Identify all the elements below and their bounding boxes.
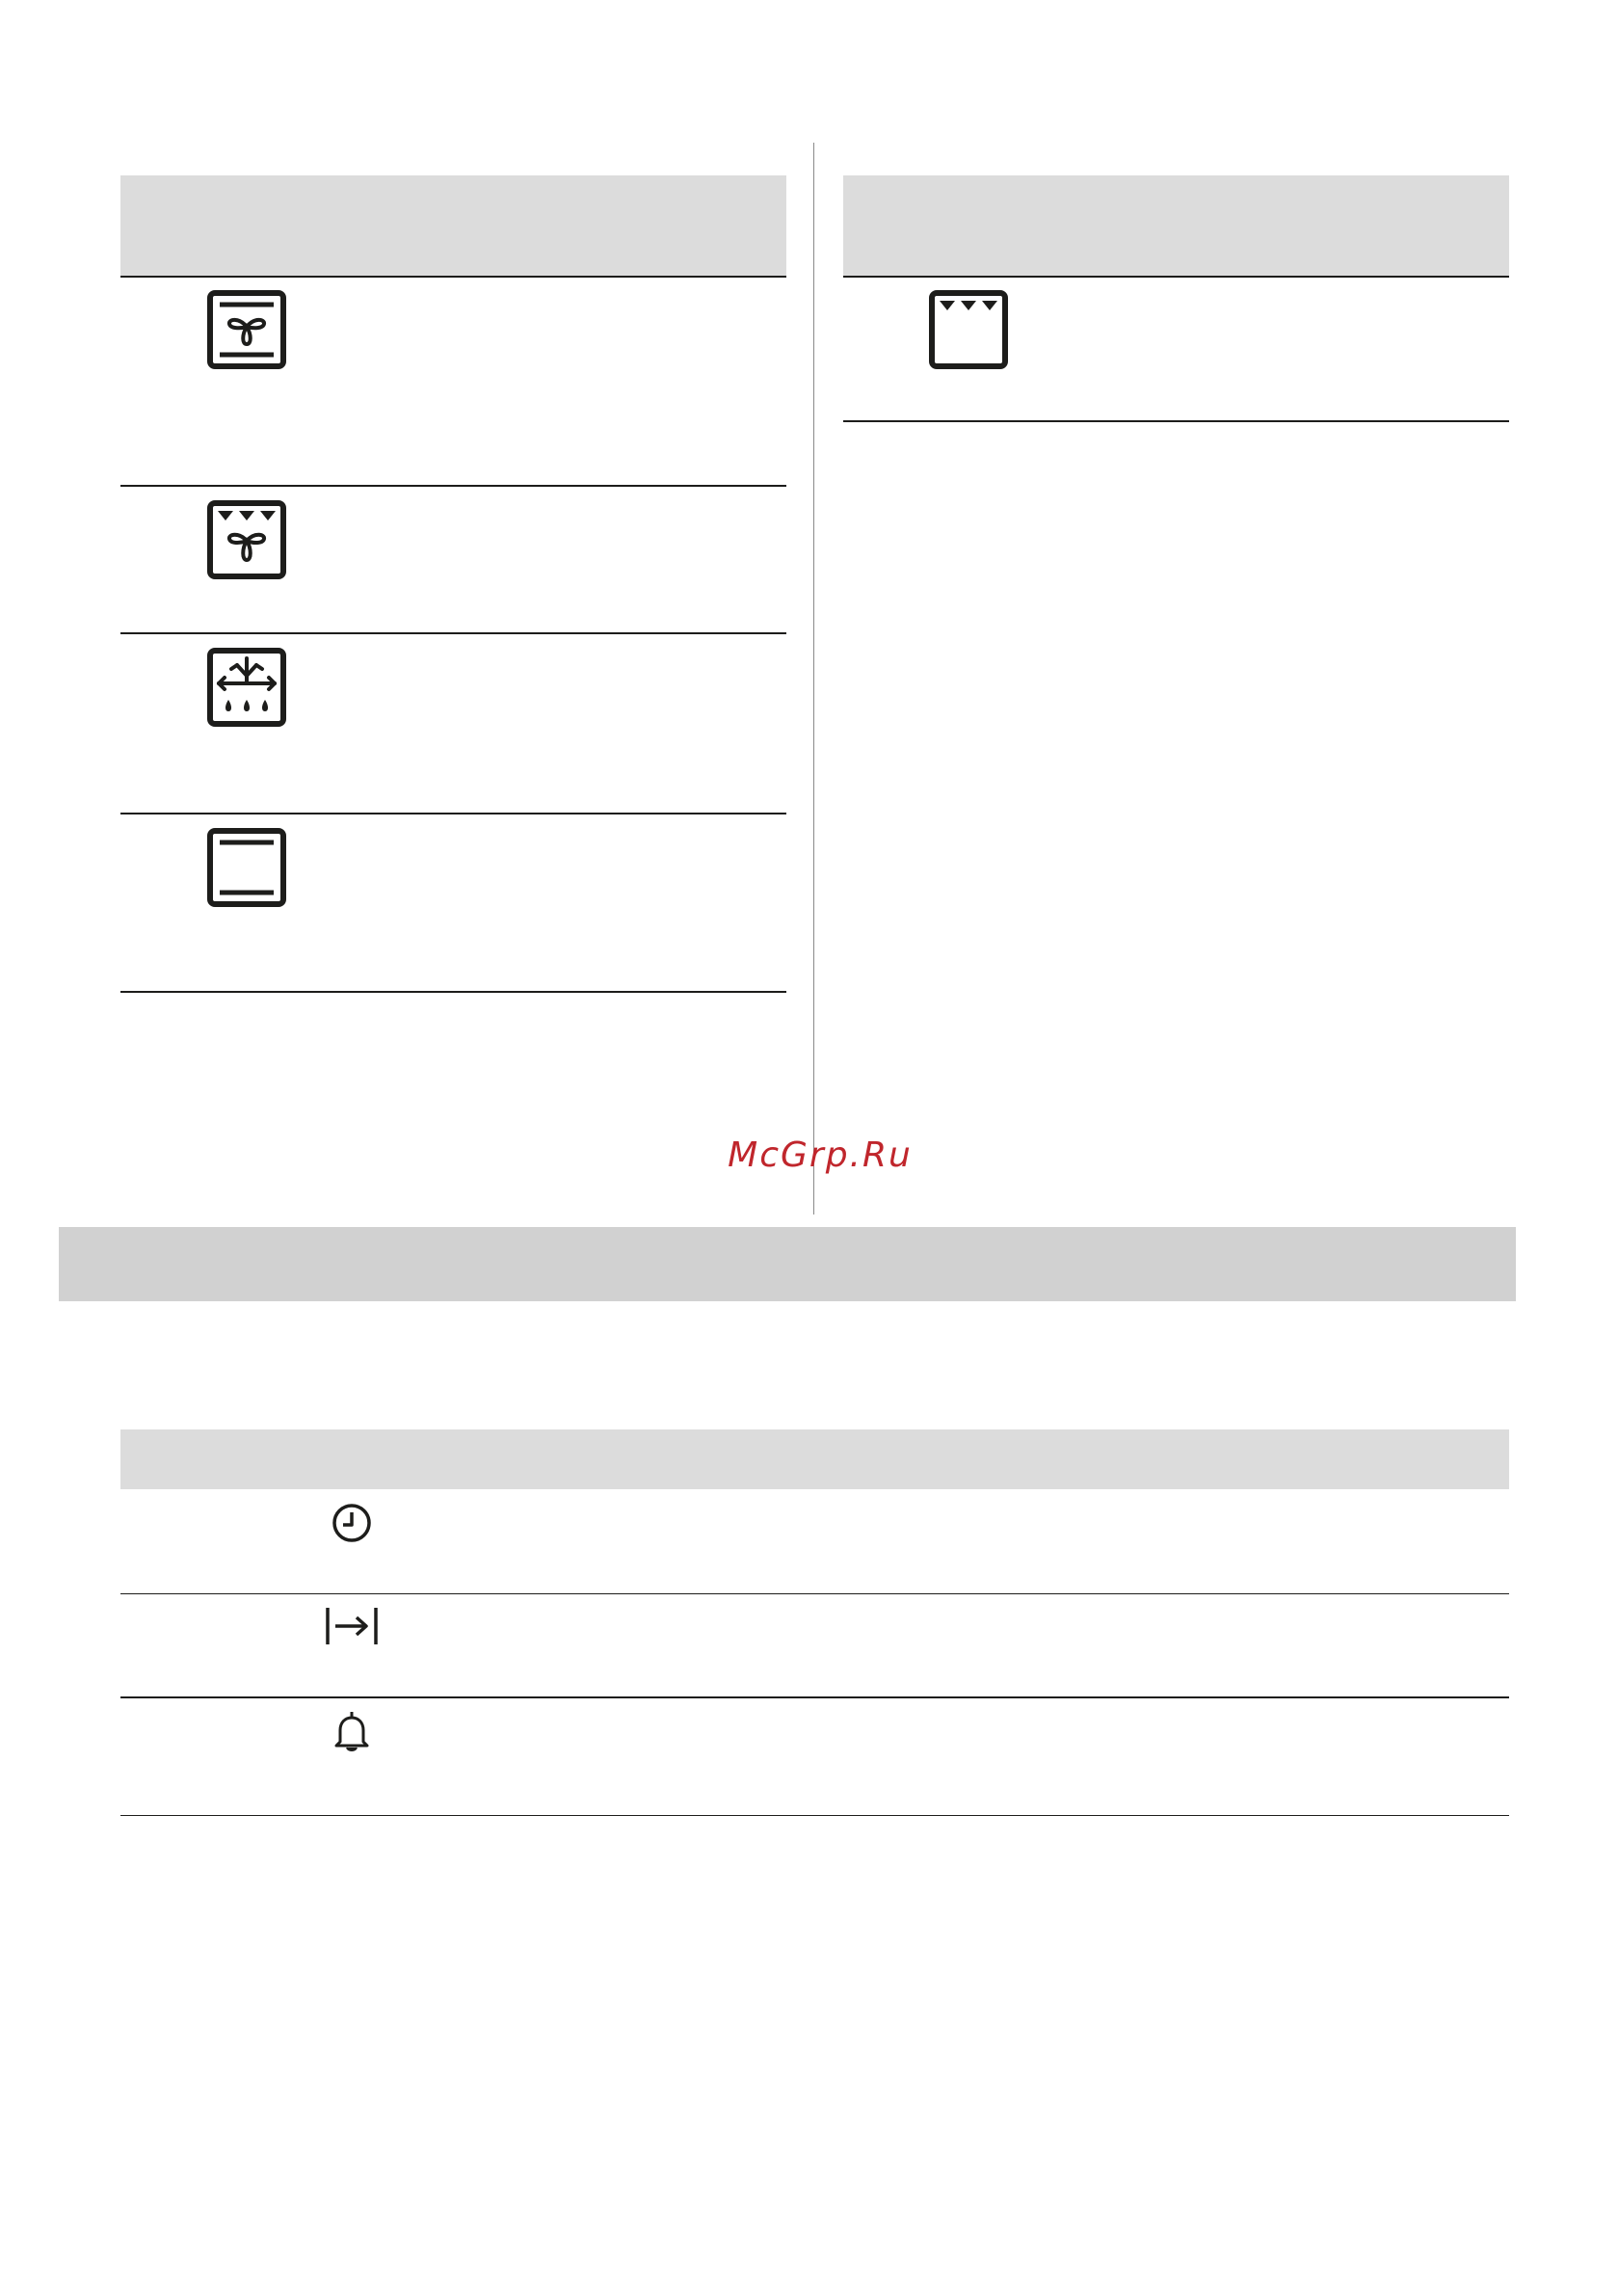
left-table-header-rule	[120, 276, 786, 278]
left-table-row-rule	[120, 485, 786, 487]
clock-table-bottom-rule	[120, 1815, 1509, 1816]
duration-icon	[324, 1606, 380, 1646]
left-table-row-rule	[120, 632, 786, 634]
right-table-header	[843, 175, 1509, 276]
column-divider	[813, 143, 814, 1215]
left-table-row-rule	[120, 813, 786, 814]
fan-heat-icon	[207, 290, 286, 369]
grill-fan-icon	[207, 500, 286, 579]
clock-table-row-rule	[120, 1593, 1509, 1594]
conventional-heat-icon	[207, 828, 286, 907]
section-heading-band	[59, 1227, 1516, 1301]
clock-icon	[331, 1502, 373, 1544]
left-table-header	[120, 175, 786, 276]
grill-icon	[929, 290, 1008, 369]
right-table-header-rule	[843, 276, 1509, 278]
clock-table-row-rule	[120, 1696, 1509, 1698]
left-table-bottom-rule	[120, 991, 786, 993]
watermark: McGrp.Ru	[728, 1135, 913, 1175]
defrost-icon	[207, 648, 286, 727]
right-table-bottom-rule	[843, 420, 1509, 422]
bell-icon	[332, 1711, 371, 1753]
clock-table-header	[120, 1429, 1509, 1489]
